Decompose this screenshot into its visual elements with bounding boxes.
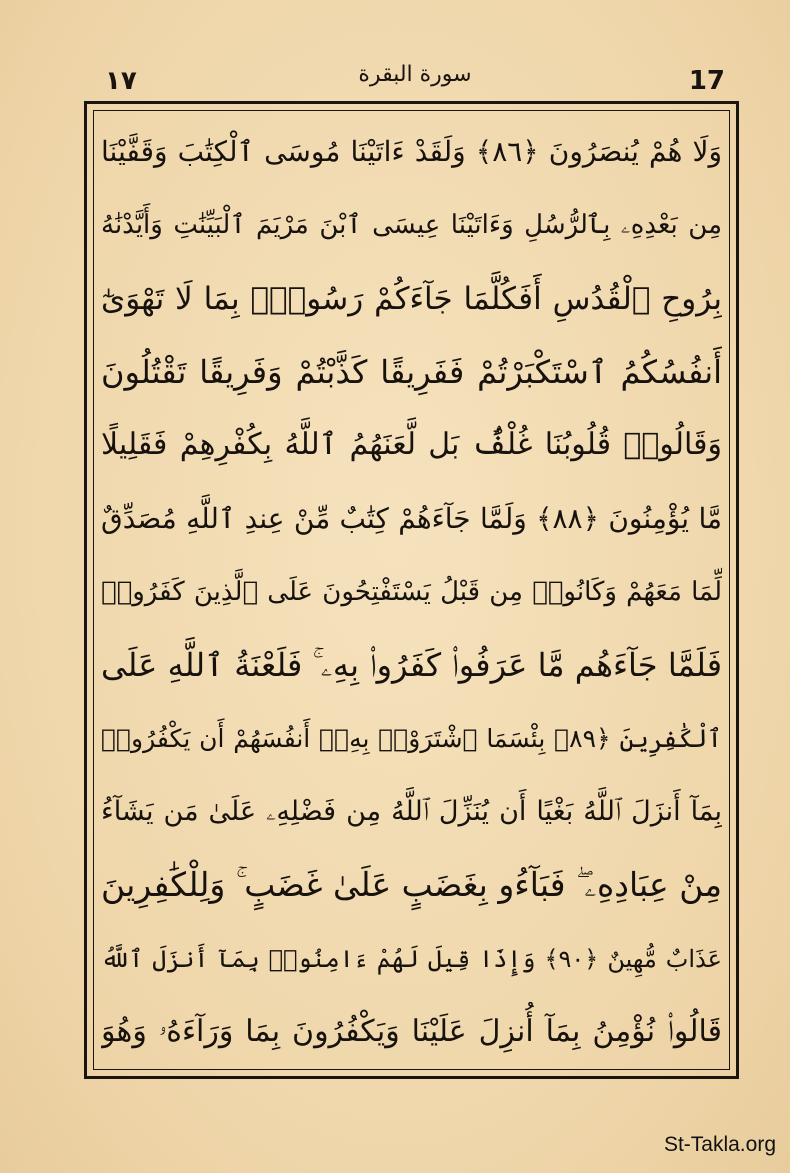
verse-line: بِمَآ أَنزَلَ ٱللَّهُ بَغْيًا أَن يُنَزِّلَ ٱللَّهُ مِن فَضْلِهِۦ عَلَىٰ مَن يَشَآءُ	[101, 795, 722, 827]
verse-line: مِن بَعْدِهِۦ بِٱلرُّسُلِ وَءَاتَيْنَا عِيسَى ٱبْنَ مَرْيَمَ ٱلْبَيِّنَٰتِ وَأَيَّدْنَٰهُ	[101, 210, 722, 241]
verse-text-block	[101, 122, 722, 1062]
verse-line: مِنْ عِبَادِهِۦ ۖ فَبَآءُو بِغَضَبٍ عَلَىٰ غَضَبٍ ۚ وَلِلْكَٰفِرِينَ	[101, 865, 722, 905]
verse-line: ٱلْكَٰفِرِينَ ﴿٨٩﴾ بِئْسَمَا ٱشْتَرَوْا۟ بِهِۦٓ أَنفُسَهُمْ أَن يَكْفُرُوا۟	[101, 723, 722, 753]
verse-line: عَذَابٌ مُّهِينٌ ﴿٩٠﴾ وَإِذَا قِيلَ لَهُمْ ءَامِنُوا۟ بِمَآ أَنزَلَ ٱللَّهُ	[101, 944, 722, 973]
verse-line: بِرُوحِ ٱلْقُدُسِ أَفَكُلَّمَا جَآءَكُمْ رَسُولٌۢ بِمَا لَا تَهْوَىٰٓ	[101, 280, 722, 317]
verse-line: مَّا يُؤْمِنُونَ ﴿٨٨﴾ وَلَمَّا جَآءَهُمْ كِتَٰبٌ مِّنْ عِندِ ٱللَّهِ مُصَدِّقٌ	[101, 501, 722, 535]
page-header	[95, 58, 735, 98]
page-number-latin: 17	[688, 66, 725, 96]
surah-title: سورة البقرة	[358, 62, 472, 87]
text-frame	[84, 101, 739, 1079]
page-number-arabic: ١٧	[105, 66, 137, 96]
verse-line: وَلَا هُمْ يُنصَرُونَ ﴿٨٦﴾ وَلَقَدْ ءَاتَيْنَا مُوسَى ٱلْكِتَٰبَ وَقَفَّيْنَا	[101, 135, 722, 168]
verse-line: أَنفُسُكُمُ ٱسْتَكْبَرْتُمْ فَفَرِيقًا كَذَّبْتُمْ وَفَرِيقًا تَقْتُلُونَ	[101, 352, 722, 391]
verse-line: لِّمَا مَعَهُمْ وَكَانُوا۟ مِن قَبْلُ يَسْتَفْتِحُونَ عَلَى ٱلَّذِينَ كَفَرُوا۟	[101, 576, 722, 607]
site-watermark: St-Takla.org	[663, 1133, 776, 1156]
verse-line: وَقَالُوا۟ قُلُوبُنَا غُلْفٌۢ بَل لَّعَنَهُمُ ٱللَّهُ بِكُفْرِهِمْ فَقَلِيلًا	[101, 427, 722, 463]
verse-line: فَلَمَّا جَآءَهُم مَّا عَرَفُوا۟ كَفَرُوا۟ بِهِۦ ۚ فَلَعْنَةُ ٱللَّهِ عَلَى	[101, 646, 722, 685]
verse-line: قَالُوا۟ نُؤْمِنُ بِمَآ أُنزِلَ عَلَيْنَا وَيَكْفُرُونَ بِمَا وَرَآءَهُۥ وَهُوَ	[101, 1013, 722, 1049]
